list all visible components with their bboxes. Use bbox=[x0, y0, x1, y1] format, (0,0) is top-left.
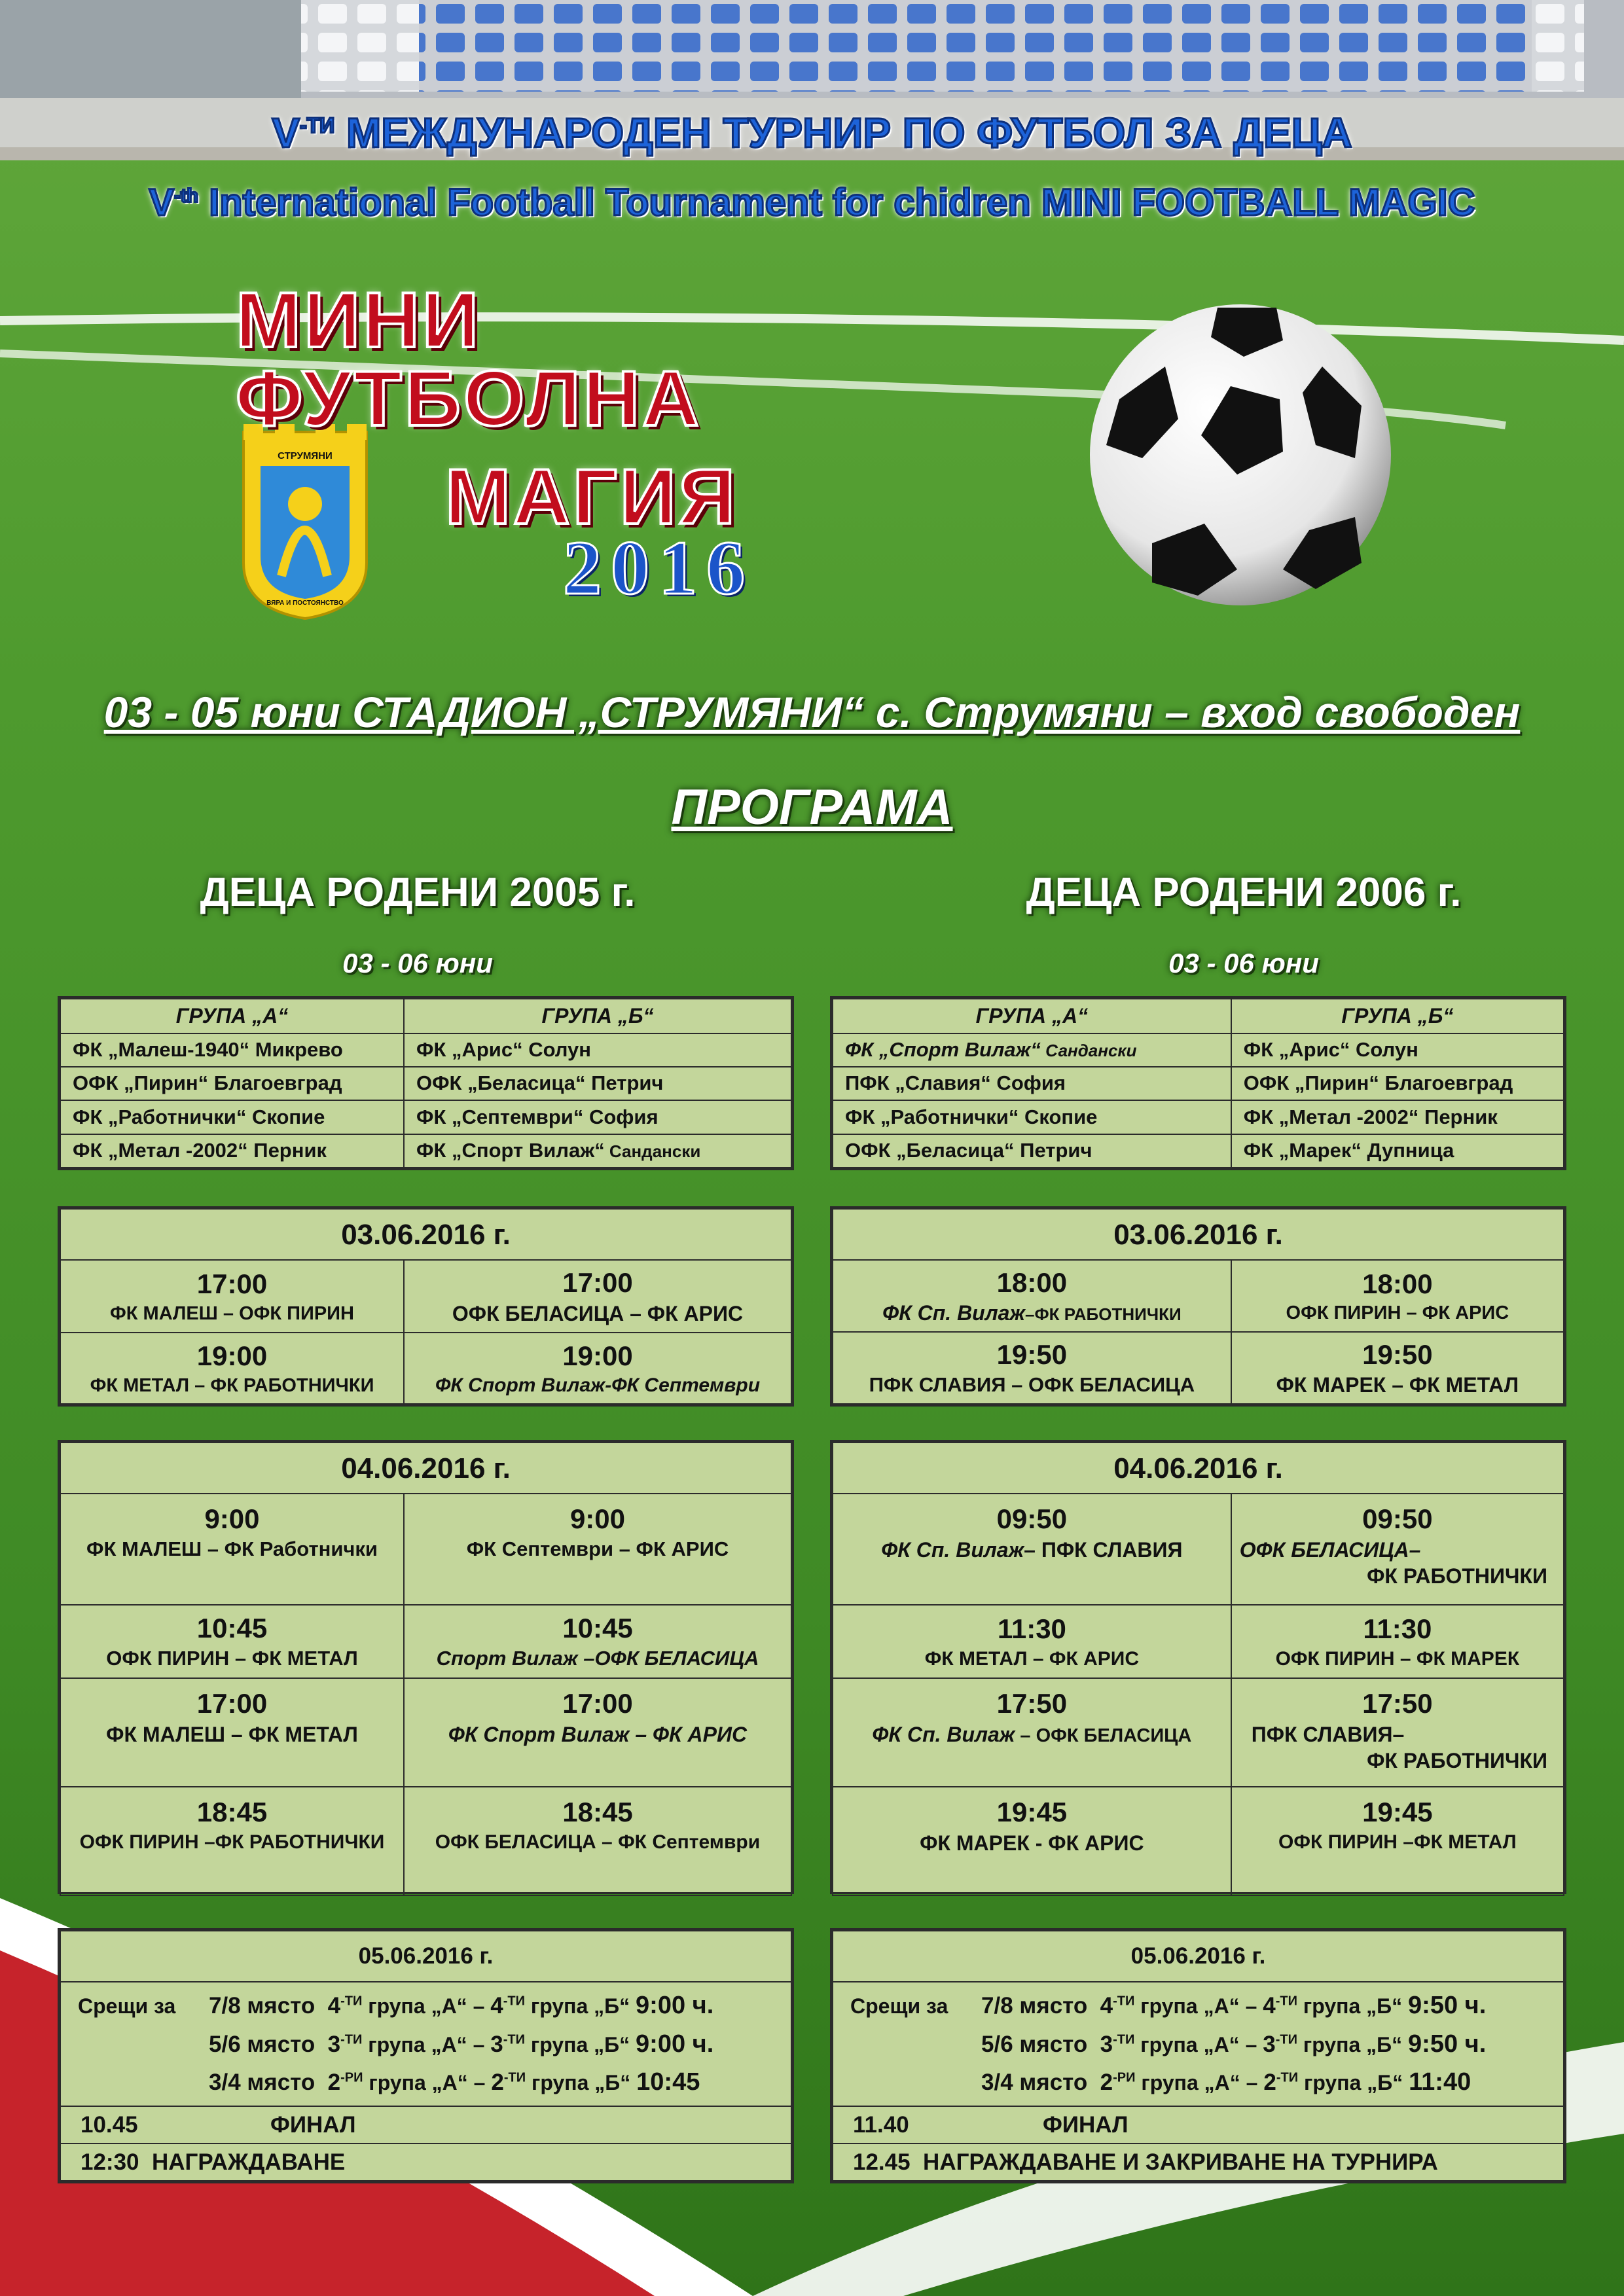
left-dates: 03 - 06 юни bbox=[342, 948, 493, 978]
placement-matches: Срещи за 7/8 място $4^{-ТИ}$ група „А“ – $4^{-ТИ}$ група „Б“ 9:50 ч. 5/6 място $3^{-ТИ}$ група „А“ – $3^{-ТИ}$ група „Б“ 9:50 ч. 3/4 място $2^{-РИ}$ група „А“ – $2^{-ТИ}$ група „Б“ 11:40 bbox=[833, 1982, 1564, 2106]
group-b-header: ГРУПА „Б“ bbox=[1231, 999, 1564, 1033]
team-cell: ФК „Септември“ София bbox=[404, 1100, 791, 1134]
left-day1-table bbox=[58, 1206, 794, 1407]
match-cell: 18:00 ОФК ПИРИН – ФК АРИС bbox=[1231, 1260, 1564, 1332]
right-day2-table bbox=[830, 1440, 1566, 1894]
match-cell: 18:45 ОФК ПИРИН –ФК РАБОТНИЧКИ bbox=[60, 1787, 404, 1895]
match-cell: 10:45 Спорт Вилаж –ОФК БЕЛАСИЦА bbox=[404, 1605, 791, 1678]
team-cell: ФК „Марек“ Дупница bbox=[1231, 1134, 1564, 1168]
match-cell: 11:30 ОФК ПИРИН – ФК МАРЕК bbox=[1231, 1605, 1564, 1678]
match-cell: 19:50 ПФК СЛАВИЯ – ОФК БЕЛАСИЦА bbox=[833, 1332, 1231, 1404]
match-cell: 11:30 ФК МЕТАЛ – ФК АРИС bbox=[833, 1605, 1231, 1678]
team-cell: ФК „Спорт Вилаж“ Сандански bbox=[404, 1134, 791, 1168]
crest-bottom-label: ВЯРА И ПОСТОЯНСТВО bbox=[266, 600, 344, 607]
team-cell: ФК „Работнички“ Скопие bbox=[833, 1100, 1231, 1134]
match-cell: 9:00 ФК Септември – ФК АРИС bbox=[404, 1494, 791, 1605]
team-cell: ОФК „Пирин“ Благоевград bbox=[1231, 1067, 1564, 1100]
award-row: 12:30 НАГРАЖДАВАНЕ bbox=[60, 2144, 791, 2181]
day-date: 03.06.2016 г. bbox=[60, 1209, 791, 1260]
right-groups-table bbox=[830, 996, 1566, 1170]
team-cell: ОФК „Беласица“ Петрич bbox=[833, 1134, 1231, 1168]
ordinal-suffix: -th bbox=[174, 185, 199, 207]
roman-numeral: V bbox=[272, 109, 300, 156]
match-cell: 10:45 ОФК ПИРИН – ФК МЕТАЛ bbox=[60, 1605, 404, 1678]
group-b-header: ГРУПА „Б“ bbox=[404, 999, 791, 1033]
logo-year: 2016 bbox=[563, 525, 754, 611]
crest-top-label: СТРУМЯНИ bbox=[278, 450, 333, 461]
match-cell: 18:45 ОФК БЕЛАСИЦА – ФК Септември bbox=[404, 1787, 791, 1895]
match-cell: 19:45 ОФК ПИРИН –ФК МЕТАЛ bbox=[1231, 1787, 1564, 1895]
day-date: 04.06.2016 г. bbox=[833, 1443, 1564, 1494]
roman-numeral: V bbox=[149, 181, 175, 224]
team-cell: ФК „Малеш-1940“ Микрево bbox=[60, 1033, 404, 1067]
match-cell: 17:00 ФК МАЛЕШ – ФК МЕТАЛ bbox=[60, 1678, 404, 1787]
match-cell: 09:50 ФК Сп. Вилаж– ПФК СЛАВИЯ bbox=[833, 1494, 1231, 1605]
match-cell: 18:00 ФК Сп. Вилаж–ФК РАБОТНИЧКИ bbox=[833, 1260, 1231, 1332]
match-cell: 9:00 ФК МАЛЕШ – ФК Работнички bbox=[60, 1494, 404, 1605]
left-day2-table bbox=[58, 1440, 794, 1894]
logo-title-magia: МАГИЯ bbox=[445, 453, 738, 541]
logo-title-mini: МИНИ bbox=[236, 276, 482, 364]
left-column-heading: ДЕЦА РОДЕНИ 2005 г. bbox=[200, 870, 636, 915]
final-row: 10.45 ФИНАЛ bbox=[60, 2106, 791, 2144]
match-cell: 17:50 ФК Сп. Вилаж – ОФК БЕЛАСИЦА bbox=[833, 1678, 1231, 1787]
day-date: 04.06.2016 г. bbox=[60, 1443, 791, 1494]
placement-matches: Срещи за 7/8 място $4^{-ТИ}$ група „А“ – $4^{-ТИ}$ група „Б“ 9:00 ч. 5/6 място $3^{-ТИ}$ група „А“ – $3^{-ТИ}$ група „Б“ 9:00 ч. 3/4 място $2^{-РИ}$ група „А“ – $2^{-ТИ}$ група „Б“ 10:45 bbox=[60, 1982, 791, 2106]
group-a-header: ГРУПА „А“ bbox=[833, 999, 1231, 1033]
team-cell: ФК „Спорт Вилаж“ Сандански bbox=[833, 1033, 1231, 1067]
title-text-bg: МЕЖДУНАРОДЕН ТУРНИР ПО ФУТБОЛ ЗА ДЕЦА bbox=[334, 109, 1352, 156]
match-cell: 17:00 ФК Спорт Вилаж – ФК АРИС bbox=[404, 1678, 791, 1787]
team-cell: ФК „Арис“ Солун bbox=[404, 1033, 791, 1067]
team-cell: ОФК „Пирин“ Благоевград bbox=[60, 1067, 404, 1100]
program-title: ПРОГРАМА bbox=[671, 780, 953, 835]
left-day3-table bbox=[58, 1928, 794, 2183]
tournament-title-bg bbox=[0, 109, 1624, 157]
match-cell: 17:00 ФК МАЛЕШ – ОФК ПИРИН bbox=[60, 1260, 404, 1333]
logo-title-futbolna: ФУТБОЛНА bbox=[236, 355, 702, 442]
match-cell: 19:00 ФК Спорт Вилаж-ФК Септември bbox=[404, 1333, 791, 1404]
day-date: 05.06.2016 г. bbox=[833, 1931, 1564, 1982]
match-cell: 17:00 ОФК БЕЛАСИЦА – ФК АРИС bbox=[404, 1260, 791, 1333]
right-day3-table bbox=[830, 1928, 1566, 2183]
match-cell: 17:50 ПФК СЛАВИЯ– ФК РАБОТНИЧКИ bbox=[1231, 1678, 1564, 1787]
team-cell: ФК „Метал -2002“ Перник bbox=[60, 1134, 404, 1168]
left-groups-table bbox=[58, 996, 794, 1170]
team-cell: ФК „Работнички“ Скопие bbox=[60, 1100, 404, 1134]
football-icon bbox=[1090, 304, 1391, 605]
day-date: 05.06.2016 г. bbox=[60, 1931, 791, 1982]
final-row: 11.40 ФИНАЛ bbox=[833, 2106, 1564, 2144]
team-cell: ФК „Арис“ Солун bbox=[1231, 1033, 1564, 1067]
match-cell: 19:45 ФК МАРЕК - ФК АРИС bbox=[833, 1787, 1231, 1895]
match-cell: 19:00 ФК МЕТАЛ – ФК РАБОТНИЧКИ bbox=[60, 1333, 404, 1404]
match-cell: 09:50 ОФК БЕЛАСИЦА– ФК РАБОТНИЧКИ bbox=[1231, 1494, 1564, 1605]
match-cell: 19:50 ФК МАРЕК – ФК МЕТАЛ bbox=[1231, 1332, 1564, 1404]
title-text-en: International Football Tournament for chidren MINI FOOTBALL MAGIC bbox=[198, 181, 1475, 224]
group-a-header: ГРУПА „А“ bbox=[60, 999, 404, 1033]
ordinal-suffix: -ТИ bbox=[300, 113, 335, 137]
right-column-heading: ДЕЦА РОДЕНИ 2006 г. bbox=[1026, 870, 1462, 915]
team-cell: ФК „Метал -2002“ Перник bbox=[1231, 1100, 1564, 1134]
award-row: 12.45 НАГРАЖДАВАНЕ И ЗАКРИВАНЕ НА ТУРНИРА bbox=[833, 2144, 1564, 2181]
team-cell: ОФК „Беласица“ Петрич bbox=[404, 1067, 791, 1100]
right-day1-table bbox=[830, 1206, 1566, 1407]
tournament-title-en bbox=[0, 181, 1624, 224]
day-date: 03.06.2016 г. bbox=[833, 1209, 1564, 1260]
event-line: 03 - 05 юни СТАДИОН „СТРУМЯНИ“ с. Струмяни – вход свободен bbox=[103, 688, 1521, 736]
right-dates: 03 - 06 юни bbox=[1168, 948, 1319, 978]
team-cell: ПФК „Славия“ София bbox=[833, 1067, 1231, 1100]
